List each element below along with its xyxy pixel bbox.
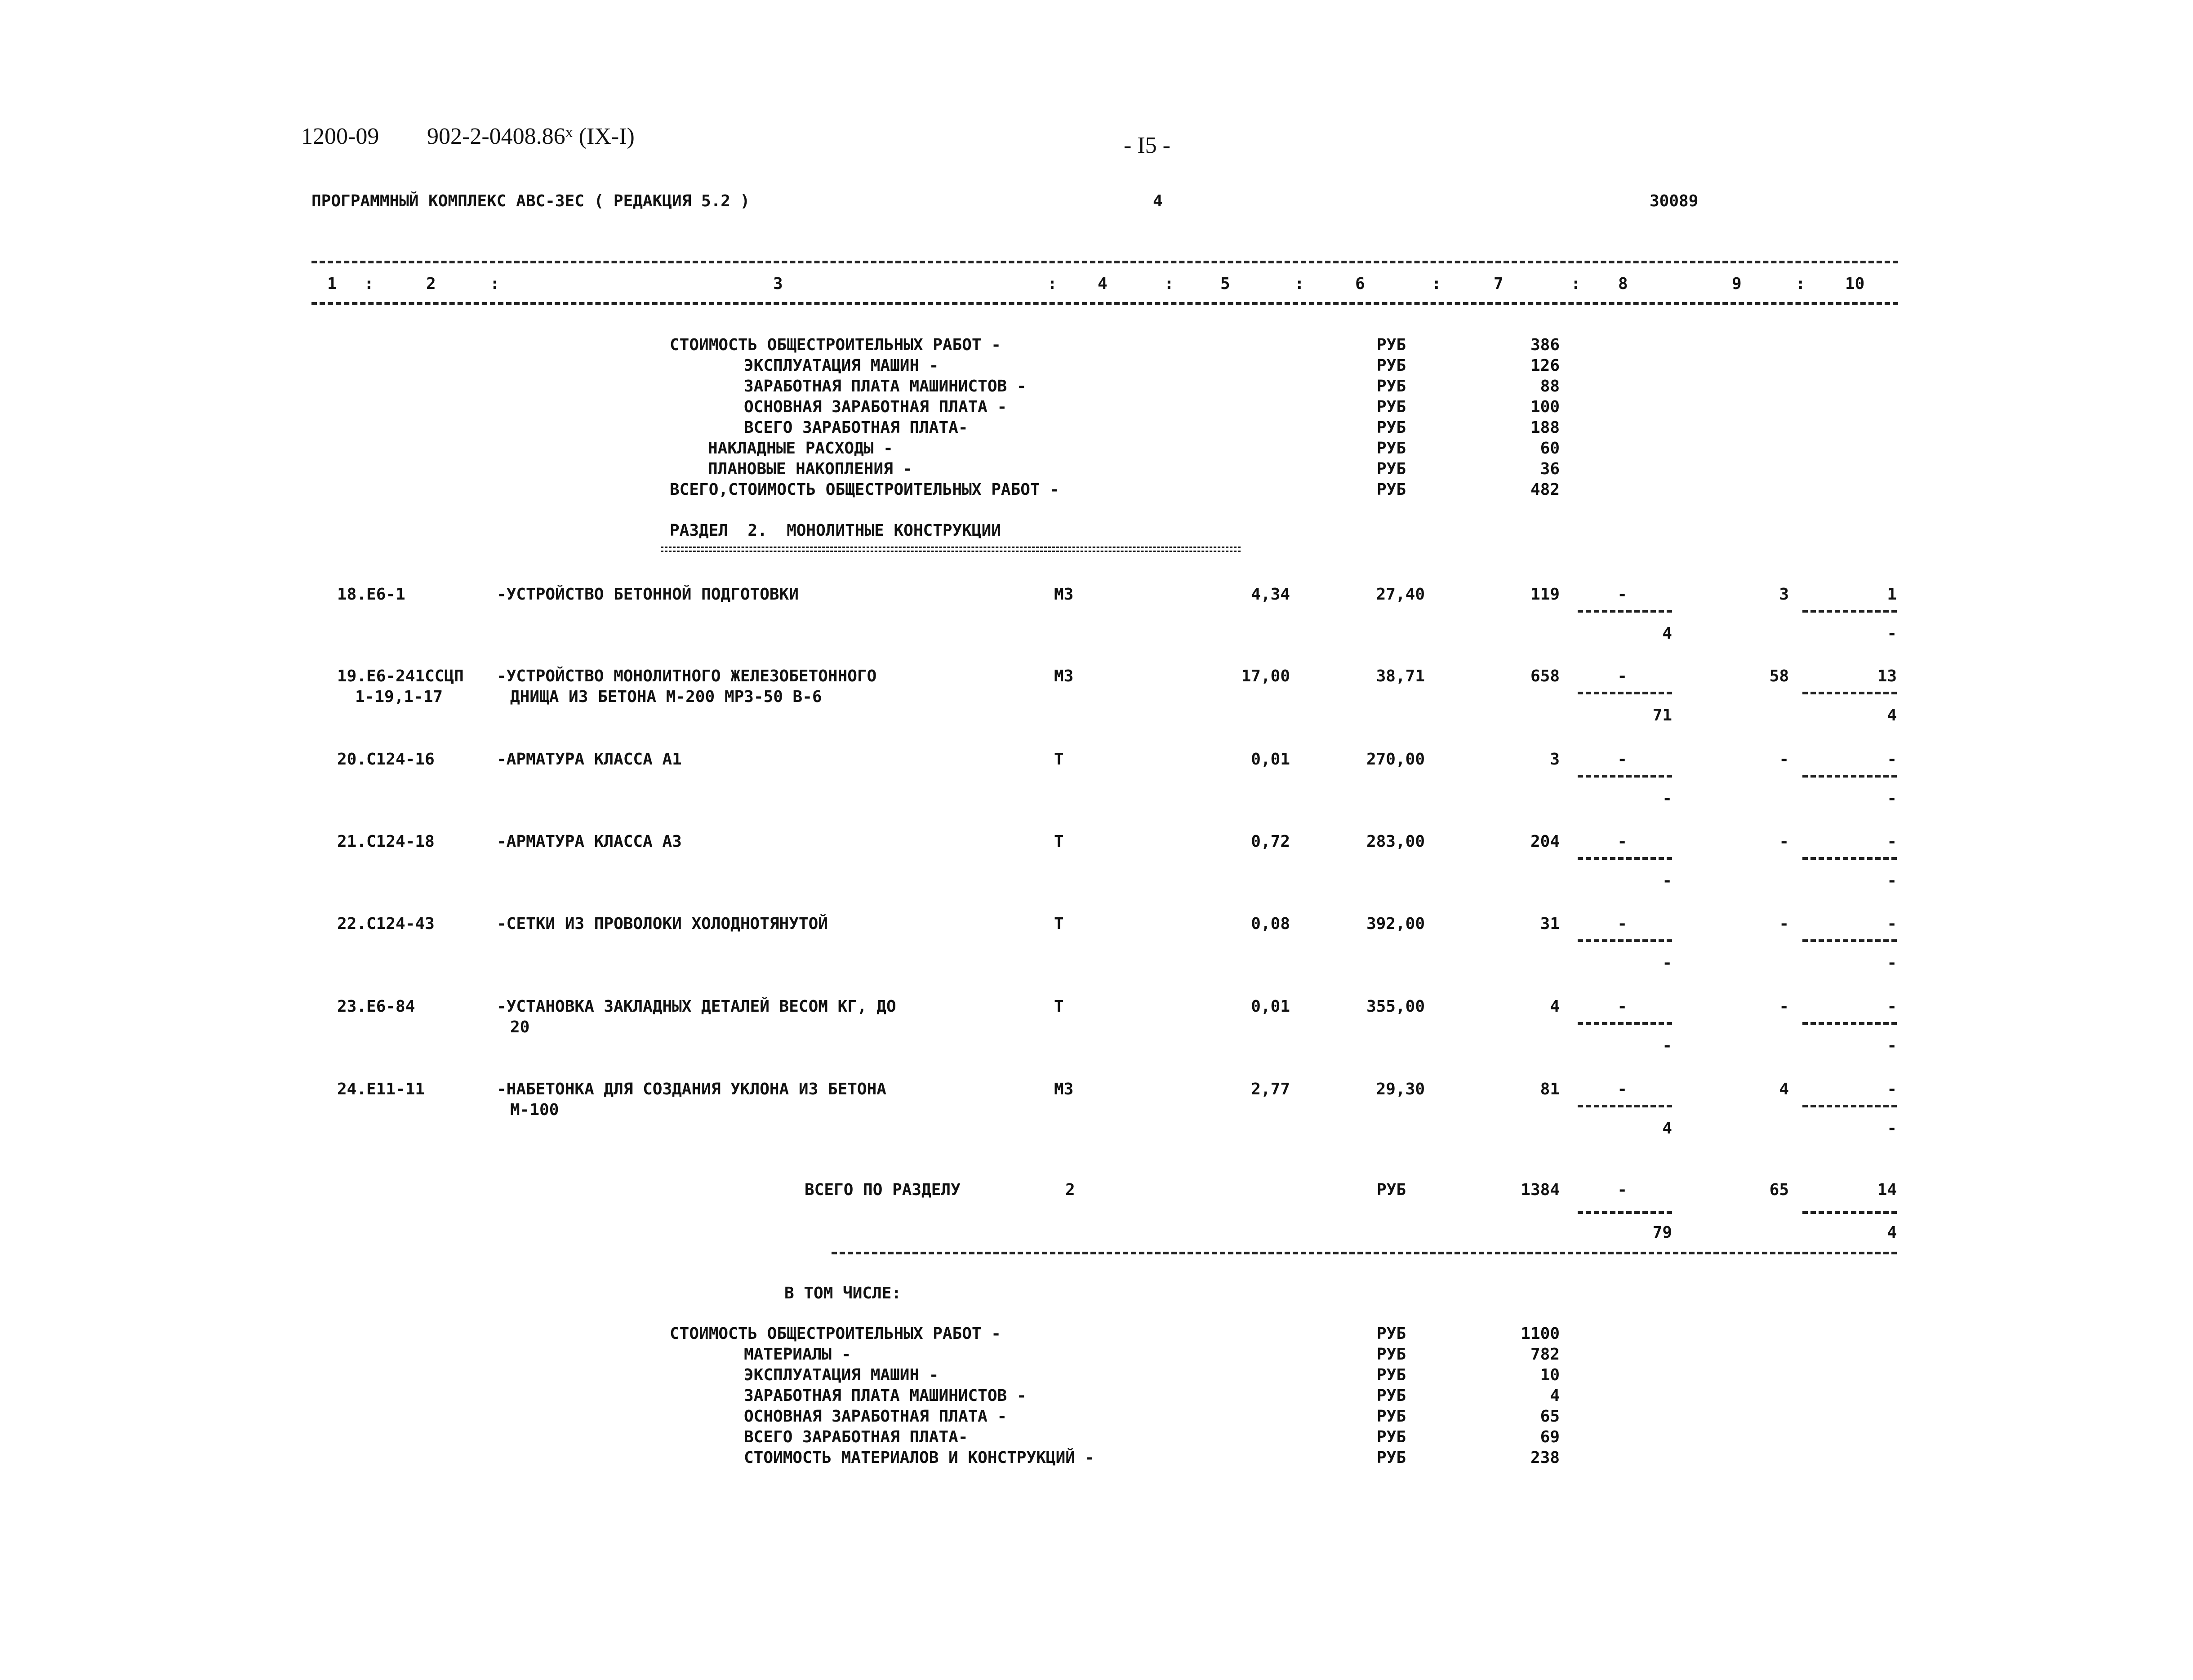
section-total-col10-sub: 4 <box>1887 1223 1897 1242</box>
summary-label: МАТЕРИАЛЫ - <box>744 1345 851 1364</box>
row-quantity: 17,00 <box>1241 667 1290 685</box>
summary-unit: РУБ <box>1377 356 1406 375</box>
row-total: 119 <box>1530 585 1560 604</box>
row-col8-rule <box>1578 939 1672 942</box>
row-total: 3 <box>1550 750 1560 769</box>
column-header: 4 <box>1098 275 1108 293</box>
row-col8-rule <box>1578 1022 1672 1025</box>
row-col8: - <box>1617 1080 1627 1098</box>
section-total-col8-sub: 79 <box>1652 1223 1672 1242</box>
row-col8-rule <box>1578 1105 1672 1107</box>
row-description: -НАБЕТОНКА ДЛЯ СОЗДАНИЯ УКЛОНА ИЗ БЕТОНА <box>497 1080 886 1098</box>
summary-label: ПЛАНОВЫЕ НАКОПЛЕНИЯ - <box>708 460 913 478</box>
row-col8-sub: - <box>1662 871 1672 890</box>
row-col8: - <box>1617 997 1627 1016</box>
summary-label: СТОИМОСТЬ МАТЕРИАЛОВ И КОНСТРУКЦИЙ - <box>744 1449 1095 1467</box>
column-separator: : <box>1796 275 1806 293</box>
row-description-cont: ДНИЩА ИЗ БЕТОНА М-200 МРЗ-50 В-6 <box>510 688 822 706</box>
row-col8-sub: 71 <box>1652 706 1672 724</box>
row-col10: - <box>1887 1080 1897 1098</box>
row-price: 392,00 <box>1366 915 1425 933</box>
row-col8-rule <box>1578 775 1672 778</box>
summary-value: 126 <box>1530 356 1560 375</box>
row-price: 283,00 <box>1366 832 1425 851</box>
including-title: В ТОМ ЧИСЛЕ: <box>784 1284 902 1302</box>
row-col10-sub: - <box>1887 789 1897 808</box>
row-col8-rule <box>1578 692 1672 694</box>
row-col10-sub: 4 <box>1887 706 1897 724</box>
column-separator: : <box>1294 275 1304 293</box>
section-total-rule <box>832 1252 1897 1254</box>
row-col9: 3 <box>1779 585 1789 604</box>
row-col9: - <box>1779 832 1789 851</box>
section-total-unit: РУБ <box>1377 1181 1406 1199</box>
summary-value: 4 <box>1550 1387 1560 1405</box>
column-separator: : <box>1047 275 1057 293</box>
summary-value: 36 <box>1540 460 1560 478</box>
row-total: 4 <box>1550 997 1560 1016</box>
row-code: 19.Е6-241ССЦП <box>337 667 464 685</box>
column-header: 1 <box>327 275 337 293</box>
summary-value: 482 <box>1530 480 1560 499</box>
summary-label: ВСЕГО ЗАРАБОТНАЯ ПЛАТА- <box>744 1428 968 1446</box>
column-header: 3 <box>773 275 783 293</box>
column-separator: : <box>364 275 374 293</box>
column-separator: : <box>1432 275 1441 293</box>
row-code-extra: 1-19,1-17 <box>355 688 443 706</box>
summary-label: НАКЛАДНЫЕ РАСХОДЫ - <box>708 439 893 458</box>
column-separator: : <box>490 275 500 293</box>
row-col10-rule <box>1802 1105 1897 1107</box>
document-code: 1200-09 <box>301 124 379 149</box>
summary-unit: РУБ <box>1377 480 1406 499</box>
row-code: 22.С124-43 <box>337 915 435 933</box>
row-col10: - <box>1887 750 1897 769</box>
row-col10: - <box>1887 915 1897 933</box>
summary-label: ОСНОВНАЯ ЗАРАБОТНАЯ ПЛАТА - <box>744 1407 1007 1426</box>
document-number: 30089 <box>1650 192 1699 210</box>
row-unit: Т <box>1054 997 1064 1016</box>
row-col9: 4 <box>1779 1080 1789 1098</box>
row-col9: 58 <box>1769 667 1789 685</box>
row-description-cont: 20 <box>510 1018 530 1036</box>
row-col10: - <box>1887 997 1897 1016</box>
column-header: 9 <box>1732 275 1742 293</box>
summary-unit: РУБ <box>1377 398 1406 416</box>
summary-label: СТОИМОСТЬ ОБЩЕСТРОИТЕЛЬНЫХ РАБОТ - <box>670 1324 1001 1343</box>
row-description: -СЕТКИ ИЗ ПРОВОЛОКИ ХОЛОДНОТЯНУТОЙ <box>497 915 828 933</box>
row-col10-rule <box>1802 1022 1897 1025</box>
row-col10-sub: - <box>1887 1119 1897 1138</box>
row-unit: М3 <box>1054 1080 1074 1098</box>
row-col9: - <box>1779 750 1789 769</box>
row-total: 31 <box>1540 915 1560 933</box>
row-col10-rule <box>1802 692 1897 694</box>
row-col9: - <box>1779 915 1789 933</box>
section-total-col10: 14 <box>1877 1181 1897 1199</box>
row-code: 21.С124-18 <box>337 832 435 851</box>
row-description-cont: М-100 <box>510 1101 559 1119</box>
row-col8: - <box>1617 750 1627 769</box>
section-total-number: 2 <box>1065 1181 1075 1199</box>
summary-unit: РУБ <box>1377 1449 1406 1467</box>
row-description: -АРМАТУРА КЛАССА А3 <box>497 832 682 851</box>
row-total: 658 <box>1530 667 1560 685</box>
row-quantity: 0,72 <box>1251 832 1290 851</box>
row-unit: М3 <box>1054 667 1074 685</box>
row-col8-sub: - <box>1662 789 1672 808</box>
summary-label: ВСЕГО,СТОИМОСТЬ ОБЩЕСТРОИТЕЛЬНЫХ РАБОТ - <box>670 480 1059 499</box>
summary-unit: РУБ <box>1377 1428 1406 1446</box>
row-code: 24.Е11-11 <box>337 1080 425 1098</box>
page-number: - I5 - <box>1124 133 1170 158</box>
summary-value: 238 <box>1530 1449 1560 1467</box>
section-total-col8-rule <box>1578 1211 1672 1214</box>
summary-label: ЗАРАБОТНАЯ ПЛАТА МАШИНИСТОВ - <box>744 377 1027 396</box>
summary-value: 60 <box>1540 439 1560 458</box>
row-col8-sub: 4 <box>1662 1119 1672 1138</box>
summary-label: ЭКСПЛУАТАЦИЯ МАШИН - <box>744 356 939 375</box>
summary-value: 188 <box>1530 418 1560 437</box>
row-code: 20.С124-16 <box>337 750 435 769</box>
table-top-rule <box>311 261 1898 263</box>
column-header: 8 <box>1618 275 1628 293</box>
row-col10: - <box>1887 832 1897 851</box>
row-description: -УСТРОЙСТВО МОНОЛИТНОГО ЖЕЛЕЗОБЕТОННОГО <box>497 667 877 685</box>
table-header-rule <box>311 302 1898 305</box>
summary-label: ВСЕГО ЗАРАБОТНАЯ ПЛАТА- <box>744 418 968 437</box>
row-col8-sub: 4 <box>1662 624 1672 643</box>
row-col8: - <box>1617 585 1627 604</box>
sheet-number: 4 <box>1153 192 1163 210</box>
summary-unit: РУБ <box>1377 418 1406 437</box>
summary-value: 69 <box>1540 1428 1560 1446</box>
summary-unit: РУБ <box>1377 1366 1406 1384</box>
row-col10: 1 <box>1887 585 1897 604</box>
column-header: 6 <box>1355 275 1365 293</box>
summary-value: 88 <box>1540 377 1560 396</box>
summary-value: 100 <box>1530 398 1560 416</box>
row-col8-rule <box>1578 610 1672 613</box>
row-price: 38,71 <box>1376 667 1425 685</box>
summary-value: 65 <box>1540 1407 1560 1426</box>
row-col8: - <box>1617 667 1627 685</box>
column-header: 2 <box>426 275 436 293</box>
row-price: 29,30 <box>1376 1080 1425 1098</box>
summary-label: ЭКСПЛУАТАЦИЯ МАШИН - <box>744 1366 939 1384</box>
summary-label: СТОИМОСТЬ ОБЩЕСТРОИТЕЛЬНЫХ РАБОТ - <box>670 336 1001 354</box>
row-total: 204 <box>1530 832 1560 851</box>
section-total-amount: 1384 <box>1521 1181 1560 1199</box>
column-separator: : <box>1571 275 1581 293</box>
row-col10-rule <box>1802 939 1897 942</box>
row-col9: - <box>1779 997 1789 1016</box>
summary-value: 386 <box>1530 336 1560 354</box>
row-code: 18.Е6-1 <box>337 585 405 604</box>
row-col10-rule <box>1802 775 1897 778</box>
row-col10: 13 <box>1877 667 1897 685</box>
summary-value: 782 <box>1530 1345 1560 1364</box>
summary-label: ОСНОВНАЯ ЗАРАБОТНАЯ ПЛАТА - <box>744 398 1007 416</box>
row-quantity: 0,08 <box>1251 915 1290 933</box>
row-col10-sub: - <box>1887 1036 1897 1055</box>
row-col10-rule <box>1802 857 1897 860</box>
column-separator: : <box>1164 275 1174 293</box>
row-col8-rule <box>1578 857 1672 860</box>
row-unit: Т <box>1054 915 1064 933</box>
summary-label: ЗАРАБОТНАЯ ПЛАТА МАШИНИСТОВ - <box>744 1387 1027 1405</box>
row-unit: М3 <box>1054 585 1074 604</box>
row-col10-rule <box>1802 610 1897 613</box>
row-col8-sub: - <box>1662 1036 1672 1055</box>
section-total-col10-rule <box>1802 1211 1897 1214</box>
row-description: -УСТАНОВКА ЗАКЛАДНЫХ ДЕТАЛЕЙ ВЕСОМ КГ, ДО <box>497 997 896 1016</box>
row-col8: - <box>1617 832 1627 851</box>
summary-value: 10 <box>1540 1366 1560 1384</box>
section-total-col9: 65 <box>1769 1181 1789 1199</box>
summary-unit: РУБ <box>1377 377 1406 396</box>
project-code: 902-2-0408.86$^x$ (IX-I) <box>427 124 635 149</box>
row-quantity: 0,01 <box>1251 997 1290 1016</box>
row-col8-sub: - <box>1662 954 1672 972</box>
summary-unit: РУБ <box>1377 336 1406 354</box>
program-title: ПРОГРАММНЫЙ КОМПЛЕКС АВС-ЗЕС ( РЕДАКЦИЯ 5.2 ) <box>311 192 750 210</box>
summary-value: 1100 <box>1521 1324 1560 1343</box>
row-quantity: 4,34 <box>1251 585 1290 604</box>
summary-unit: РУБ <box>1377 439 1406 458</box>
column-header: 7 <box>1494 275 1504 293</box>
row-col8: - <box>1617 915 1627 933</box>
row-description: -АРМАТУРА КЛАССА А1 <box>497 750 682 769</box>
row-unit: Т <box>1054 832 1064 851</box>
row-code: 23.Е6-84 <box>337 997 415 1016</box>
row-price: 355,00 <box>1366 997 1425 1016</box>
row-unit: Т <box>1054 750 1064 769</box>
section-total-col8: - <box>1617 1181 1627 1199</box>
section-total-label: ВСЕГО ПО РАЗДЕЛУ <box>805 1181 961 1199</box>
summary-unit: РУБ <box>1377 1324 1406 1343</box>
row-price: 270,00 <box>1366 750 1425 769</box>
summary-unit: РУБ <box>1377 1387 1406 1405</box>
row-total: 81 <box>1540 1080 1560 1098</box>
row-price: 27,40 <box>1376 585 1425 604</box>
row-col10-sub: - <box>1887 871 1897 890</box>
row-col10-sub: - <box>1887 624 1897 643</box>
section-title-underline <box>661 547 1241 552</box>
summary-unit: РУБ <box>1377 1407 1406 1426</box>
section-title: РАЗДЕЛ 2. МОНОЛИТНЫЕ КОНСТРУКЦИИ <box>670 521 1001 540</box>
column-header: 5 <box>1220 275 1230 293</box>
summary-unit: РУБ <box>1377 1345 1406 1364</box>
row-description: -УСТРОЙСТВО БЕТОННОЙ ПОДГОТОВКИ <box>497 585 799 604</box>
row-col10-sub: - <box>1887 954 1897 972</box>
column-header: 10 <box>1845 275 1865 293</box>
row-quantity: 0,01 <box>1251 750 1290 769</box>
row-quantity: 2,77 <box>1251 1080 1290 1098</box>
summary-unit: РУБ <box>1377 460 1406 478</box>
